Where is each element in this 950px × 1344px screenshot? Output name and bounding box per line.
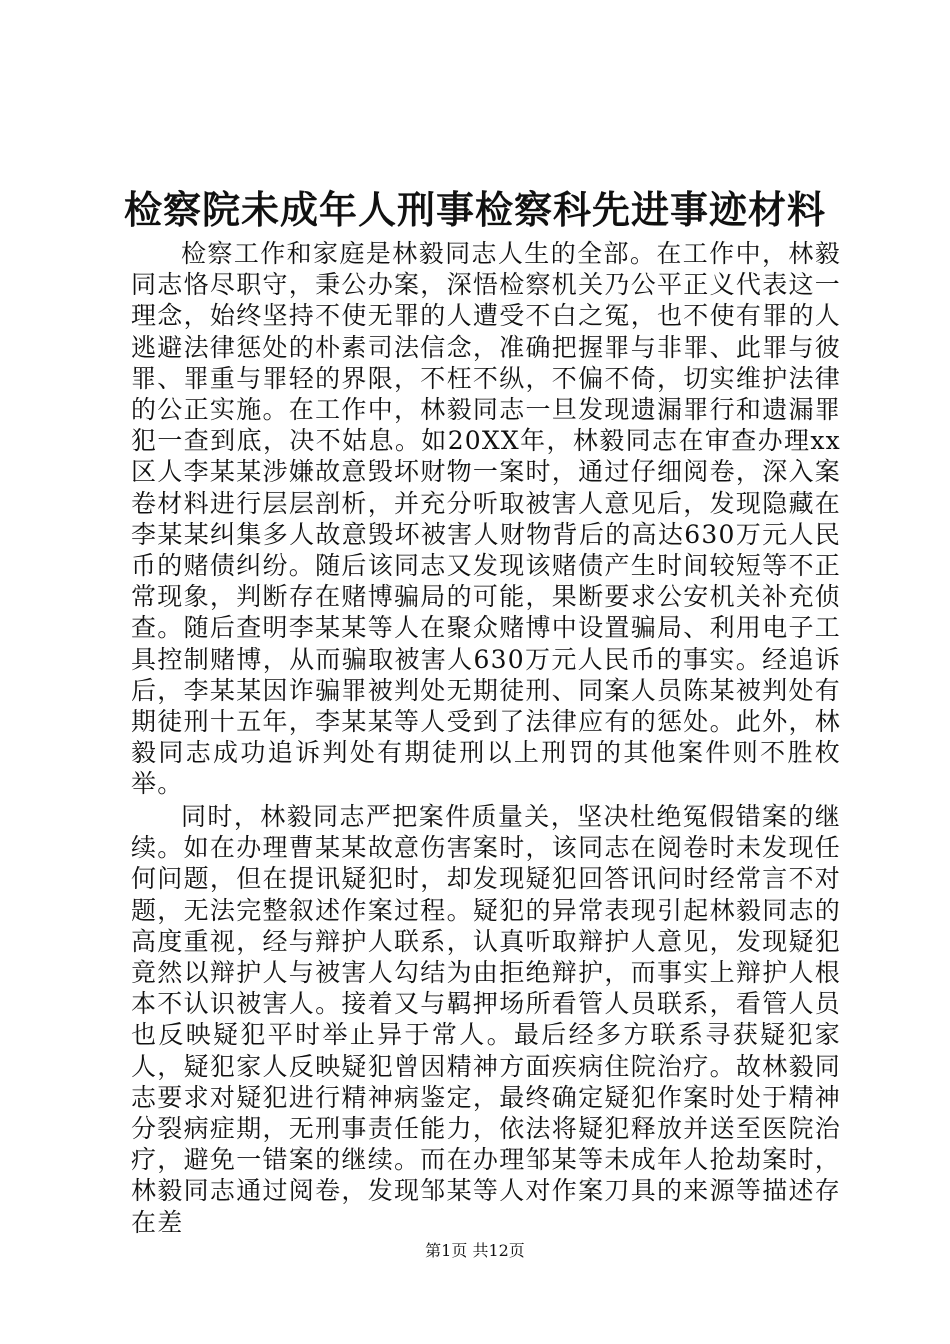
page-footer: 第1页 共12页 — [425, 1241, 525, 1260]
document-title: 检察院未成年人刑事检察科先进事迹材料 — [123, 188, 826, 232]
paragraph-2: 同时，林毅同志严把案件质量关，坚决杜绝冤假错案的继续。如在办理曹某某故意伤害案时，该同志在阅卷时未发现任何问题，但在提讯疑犯时，却发现疑犯回答讯问时经常言不对题，无法完整叙述作案过程。疑犯的异常表现引起林毅同志的高度重视，经与辩护人联系，认真听取辩护人意见，发现疑犯竟然以辩护人与被害人勾结为由拒绝辩护，而事实上辩护人根本不认识被害人。接着又与羁押场所看管人员联系，看管人员也反映疑犯平时举止异于常人。最后经多方联系寻获疑犯家人，疑犯家人反映疑犯曾因精神方面疾病住院治疗。故林毅同志要求对疑犯进行精神病鉴定，最终确定疑犯作案时处于精神分裂病症期，无刑事责任能力，依法将疑犯释放并送至医院治疗，避免一错案的继续。而在办理邹某等未成年人抢劫案时，林毅同志通过阅卷，发现邹某等人对作案刀具的来源等描述存在差 — [131, 802, 841, 1237]
paragraph-1: 检察工作和家庭是林毅同志人生的全部。在工作中，林毅同志恪尽职守，秉公办案，深悟检察机关乃公平正义代表这一理念，始终坚持不使无罪的人遭受不白之冤，也不使有罪的人逃避法律惩处的朴素司法信念，准确把握罪与非罪、此罪与彼罪、罪重与罪轻的界限，不枉不纵，不偏不倚，切实维护法律的公正实施。在工作中，林毅同志一旦发现遗漏罪行和遗漏罪犯一查到底，决不姑息。如20XX年，林毅同志在审查办理xx区人李某某涉嫌故意毁坏财物一案时，通过仔细阅卷，深入案卷材料进行层层剖析，并充分听取被害人意见后，发现隐藏在李某某纠集多人故意毁坏被害人财物背后的高达630万元人民币的赌债纠纷。随后该同志又发现该赌债产生时间较短等不正常现象，判断存在赌博骗局的可能，果断要求公安机关补充侦查。随后查明李某某等人在聚众赌博中设置骗局、利用电子工具控制赌博，从而骗取被害人630万元人民币的事实。经追诉后，李某某因诈骗罪被判处无期徒刑、同案人员陈某被判处有期徒刑十五年，李某某等人受到了法律应有的惩处。此外，林毅同志成功追诉判处有期徒刑以上刑罚的其他案件则不胜枚举。 — [131, 239, 841, 799]
